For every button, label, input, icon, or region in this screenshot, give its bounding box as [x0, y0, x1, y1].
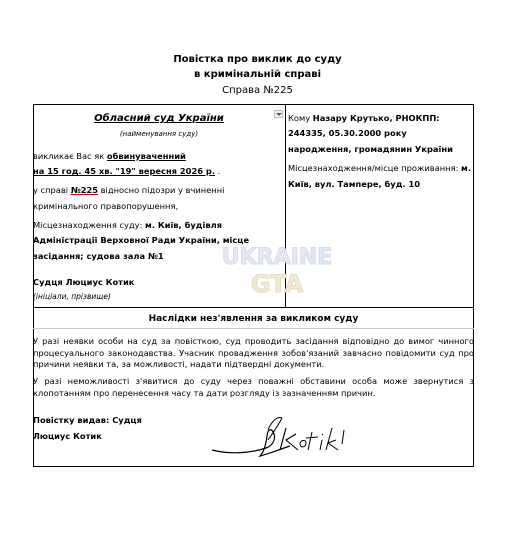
recipient-line3: народження, громадянин України: [288, 144, 453, 154]
recipient-name: Назару Крутько, РНОКПП:: [312, 113, 440, 123]
consequences-paragraph1: У разі неявки особи на суд за повісткою, суд проводить засідання відповідно до вимог чинного процесуального законодавства. Учасник провадження зобов'язаний завчасно повідомити суд про причини неявки та, за можливості, надати підтвердні документи.: [33, 336, 474, 369]
issued-by-line1: Повістку видав: Судця: [33, 415, 142, 425]
consequences-paragraph2: У разі неможливості з'явитися до суду через поважні обставини особа може звернутися з клопотанням про перенесення часу та дати розгляду із зазначенням причин.: [33, 376, 474, 398]
section-subdivider: [33, 328, 474, 329]
recipient-line1: [288, 113, 440, 124]
issued-by-line2: Люциус Котик: [33, 431, 102, 441]
judge-name-hint: (ініціали, прізвище): [33, 292, 111, 301]
summons-case-suffix: відносно підозри у вчиненні: [98, 185, 225, 195]
consequences-title: Наслідки нез'явлення за викликом суду: [148, 314, 359, 324]
summons-case-line: [33, 185, 224, 196]
summons-datetime-line: [33, 166, 220, 177]
court-location-line2: Адміністрації Верховної Ради України, місце: [33, 235, 250, 245]
watermark-line2: GTA: [250, 270, 304, 298]
court-location-line1: [33, 220, 222, 231]
recipient-residence-line1: [288, 163, 471, 174]
court-location-line3: засідання; судова зала №1: [33, 251, 164, 261]
court-location-value1: м. Київ, будівля: [145, 220, 222, 230]
summons-datetime: на 15 год. 45 хв. "19" вересня 2026 р.: [33, 166, 215, 176]
summons-case-prefix: у справі: [33, 185, 71, 195]
court-location-label: Місцезнаходження суду:: [33, 220, 146, 230]
document-subtitle: в кримінальній справі: [194, 69, 321, 80]
recipient-residence-label: Місцезнаходження/місце проживання:: [288, 163, 462, 173]
summons-role-line: [33, 151, 186, 162]
case-number: Справа №225: [222, 85, 293, 96]
summons-case-line2: кримінального правопорушення,: [33, 201, 179, 211]
judge-name: Судця Люциус Котик: [33, 277, 135, 287]
court-name-hint: (найменування суду): [119, 130, 199, 138]
recipient-line2: 244335, 05.30.2000 року: [288, 128, 407, 138]
recipient-residence-value1: м.: [461, 163, 471, 173]
court-name: Обласний суд України: [94, 113, 224, 124]
summons-datetime-suffix: .: [214, 166, 221, 176]
signature-icon: [208, 410, 358, 462]
section-divider: [33, 307, 474, 308]
recipient-label: Кому: [288, 113, 313, 123]
summons-role: обвинуваченний: [106, 151, 186, 161]
summons-role-prefix: викликає Вас як: [33, 151, 107, 161]
document-title: Повістка про виклик до суду: [173, 54, 342, 65]
summons-case-number: №225: [70, 185, 99, 195]
recipient-residence-line2: Київ, вул. Тампере, буд. 10: [288, 179, 421, 189]
watermark-line1: UKRAINE: [222, 245, 332, 270]
